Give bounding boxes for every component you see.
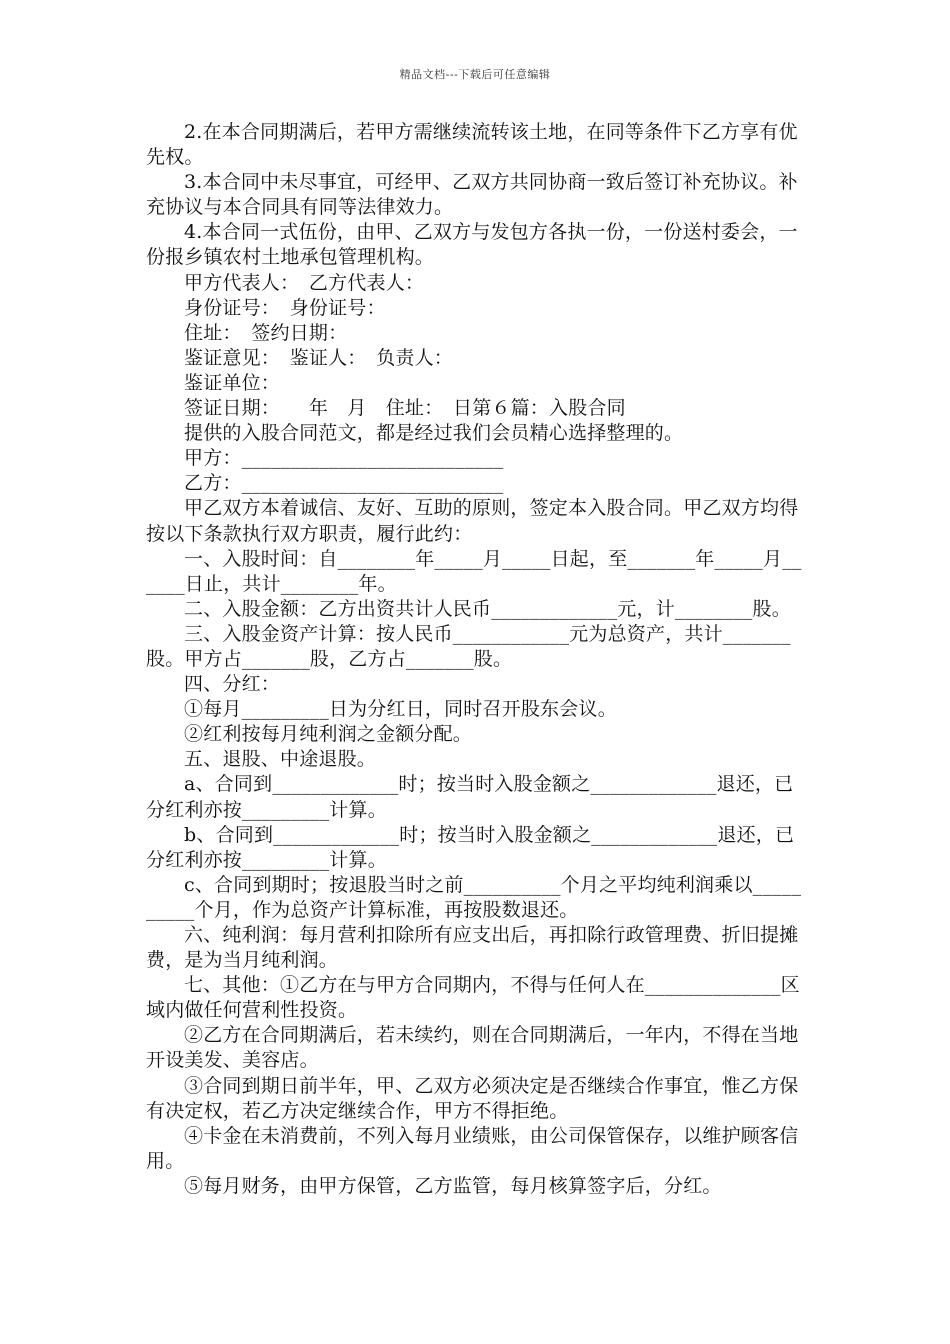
- clause: ⑤每月财务，由甲方保管，乙方监管，每月核算签字后，分红。: [184, 1174, 722, 1197]
- clause: 一、入股时间：自________年_____月_____日起，至_______年_____月______日止，共计________年。: [146, 547, 802, 595]
- clause: 六、纯利润：每月营利扣除所有应支出后，再扣除行政管理费、折旧提摊费，是为当月纯利润。: [146, 924, 799, 972]
- paragraph: 3.本合同中未尽事宜，可经甲、乙双方共同协商一致后签订补充协议。补充协议与本合同具有同等法律效力。: [146, 171, 798, 219]
- section-title-line: 签证日期： 年 月 住址： 日第６篇：入股合同: [184, 397, 626, 420]
- clause: ④卡金在未消费前，不列入每月业绩账，由公司保管保存，以维护顾客信用。: [146, 1124, 799, 1172]
- paragraph: 4.本合同一式伍份，由甲、乙双方与发包方各执一份，一份送村委会，一份报乡镇农村土地承包管理机构。: [146, 221, 798, 269]
- paragraph: 提供的入股合同范文，都是经过我们会员精心选择整理的。: [184, 422, 684, 445]
- signature-line: 鉴证意见： 鉴证人： 负责人：: [184, 346, 454, 369]
- clause: 三、入股金资产计算：按人民币____________元为总资产，共计_______股。甲方占_______股，乙方占_______股。: [146, 622, 791, 670]
- clause: a、合同到_____________时；按当时入股金额之_____________退还，已分红利亦按_________计算。: [146, 773, 794, 821]
- clause: 四、分红：: [184, 673, 281, 696]
- paragraph: 2.在本合同期满后，若甲方需继续流转该土地，在同等条件下乙方享有优先权。: [146, 121, 798, 169]
- clause: 五、退股、中途退股。: [184, 748, 377, 771]
- clause: ②乙方在合同期满后，若未续约，则在合同期满后，一年内，不得在当地开设美发、美容店。: [146, 1024, 799, 1072]
- clause: ①每月_________日为分红日，同时召开股东会议。: [184, 698, 617, 721]
- clause: 二、入股金额：乙方出资共计人民币_____________元，计________股。: [184, 597, 791, 620]
- signature-line: 住址： 签约日期：: [184, 321, 348, 344]
- party-b-line: 乙方：___________________________: [184, 472, 504, 495]
- clause: 七、其他：①乙方在与甲方合同期内，不得与任何人在______________区域内做任何营利性投资。: [146, 974, 800, 1022]
- clause: ②红利按每月纯利润之金额分配。: [184, 723, 473, 746]
- clause: c、合同到期时；按退股当时之前__________个月之平均纯利润乘以__________个月，作为总资产计算标准，再按股数退还。: [146, 873, 802, 921]
- signature-line: 甲方代表人： 乙方代表人：: [184, 271, 425, 294]
- document-body: [146, 120, 810, 1199]
- clause: b、合同到_____________时；按当时入股金额之_____________退还，已分红利亦按_________计算。: [146, 823, 795, 871]
- signature-line: 鉴证单位：: [184, 371, 281, 394]
- paragraph: 甲乙双方本着诚信、友好、互助的原则，签定本入股合同。甲乙双方均得按以下条款执行双方职责，履行此约：: [146, 497, 799, 545]
- page-header: 精品文档---下载后可任意编辑: [399, 68, 551, 81]
- signature-line: 身份证号： 身份证号：: [184, 296, 386, 319]
- party-a-line: 甲方：___________________________: [184, 447, 504, 470]
- clause: ③合同到期日前半年，甲、乙双方必须决定是否继续合作事宜，惟乙方保有决定权，若乙方决定继续合作，甲方不得拒绝。: [146, 1074, 799, 1122]
